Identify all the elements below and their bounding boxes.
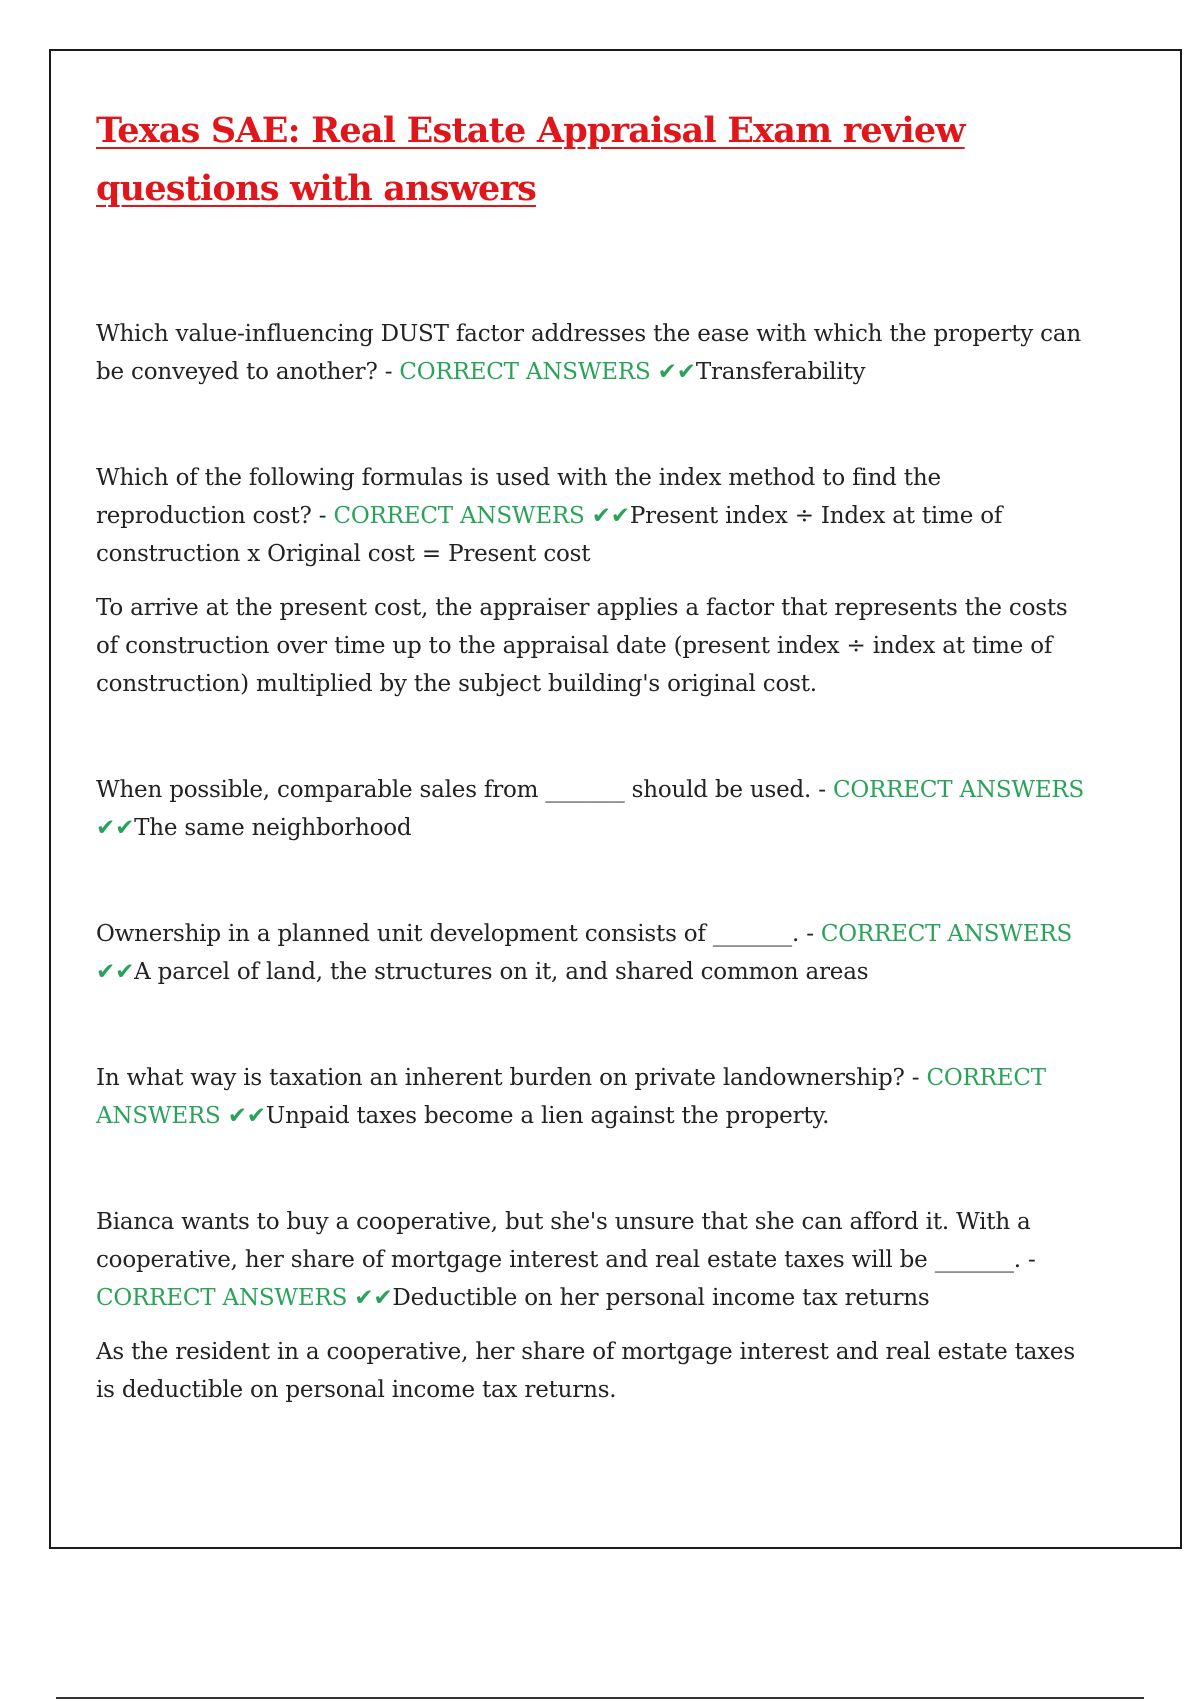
qa-item-1 xyxy=(96,315,1086,391)
document-body xyxy=(96,102,1086,1409)
qa-item-5 xyxy=(96,1059,1086,1135)
separator: - xyxy=(811,777,833,803)
answer-text: Transferability xyxy=(695,359,866,385)
qa-item-4 xyxy=(96,915,1086,991)
double-check-icon: ✔✔ xyxy=(591,503,630,529)
question-text: Which value-influencing DUST factor addresses the ease with which the property can be conveyed to another? xyxy=(96,321,1081,385)
double-check-icon: ✔✔ xyxy=(657,359,696,385)
page-bottom-rule xyxy=(56,1697,1144,1699)
question-text: When possible, comparable sales from _______ should be used. xyxy=(96,777,812,803)
qa-2-text xyxy=(96,459,1086,573)
correct-answers-label: CORRECT ANSWERS xyxy=(820,921,1072,947)
double-check-icon: ✔✔ xyxy=(227,1103,266,1129)
qa-4-text xyxy=(96,915,1086,991)
question-text: Bianca wants to buy a cooperative, but she's unsure that she can afford it. With a cooperative, her share of mortgage interest and real estate taxes will be _______. xyxy=(96,1209,1031,1273)
document-title: Texas SAE: Real Estate Appraisal Exam review questions with answers xyxy=(96,110,965,209)
separator: - xyxy=(311,503,334,529)
answer-text: Unpaid taxes become a lien against the property. xyxy=(265,1103,830,1129)
answer-text: Deductible on her personal income tax returns xyxy=(392,1285,930,1311)
separator: - xyxy=(799,921,821,947)
double-check-icon: ✔✔ xyxy=(354,1285,393,1311)
qa-6-text xyxy=(96,1203,1086,1317)
explanation-text: As the resident in a cooperative, her share of mortgage interest and real estate taxes is deductible on personal income tax returns. xyxy=(96,1339,1075,1403)
qa-item-6 xyxy=(96,1203,1086,1409)
double-check-icon: ✔✔ xyxy=(96,815,135,841)
correct-answers-label: CORRECT ANSWERS xyxy=(96,1065,1046,1129)
answer-text: The same neighborhood xyxy=(134,815,412,841)
question-text: Which of the following formulas is used with the index method to find the reproduction cost? xyxy=(96,465,941,529)
question-text: Ownership in a planned unit development consists of _______. xyxy=(96,921,800,947)
correct-answers-label: CORRECT ANSWERS xyxy=(96,1285,348,1311)
answer-text: Present index ÷ Index at time of construction x Original cost = Present cost xyxy=(96,503,1003,567)
question-text: In what way is taxation an inherent burden on private landownership? xyxy=(96,1065,905,1091)
separator: - xyxy=(904,1065,927,1091)
qa-item-3 xyxy=(96,771,1086,847)
qa-5-text xyxy=(96,1059,1086,1135)
correct-answers-label: CORRECT ANSWERS xyxy=(333,503,585,529)
qa-3-text xyxy=(96,771,1086,847)
correct-answers-label: CORRECT ANSWERS xyxy=(832,777,1085,803)
double-check-icon: ✔✔ xyxy=(96,959,135,985)
qa-item-2 xyxy=(96,459,1086,703)
qa-1-text xyxy=(96,315,1086,391)
separator: - xyxy=(1020,1247,1036,1273)
explanation-text: To arrive at the present cost, the appraiser applies a factor that represents the costs of construction over time up to the appraisal date (present index ÷ index at time of construction) multiplied by the subject building's original cost. xyxy=(96,595,1068,697)
separator: - xyxy=(377,359,400,385)
correct-answers-label: CORRECT ANSWERS xyxy=(399,359,651,385)
answer-text: A parcel of land, the structures on it, and shared common areas xyxy=(134,959,869,985)
